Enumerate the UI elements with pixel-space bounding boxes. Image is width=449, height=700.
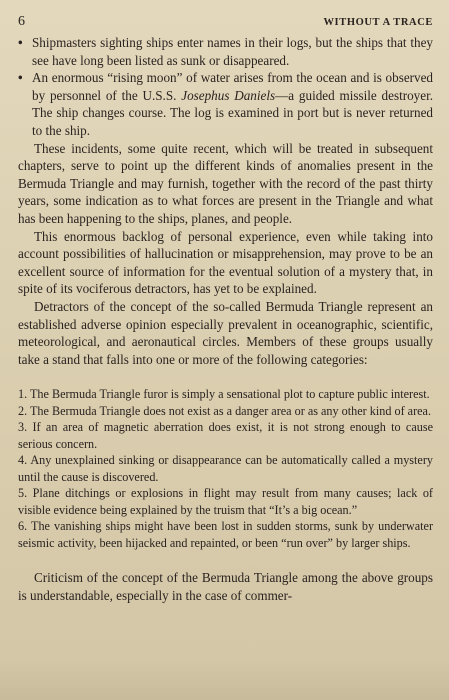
paragraph: These incidents, some quite recent, which will be treated in subsequent chapters, serve to point up the different kinds of anomalies present in the Bermuda Triangle and may furnish, together with the record of the past thirty years, some indication as to what forces are present in the Triangle and what has been happening to the ships, planes, and people.	[18, 140, 433, 226]
bullet-mark: •	[18, 70, 23, 86]
list-item: 6. The vanishing ships might have been lost in sudden storms, sunk by underwater seismic activity, been hijacked and repainted, or been “run over” by larger ships.	[18, 519, 433, 550]
bullet-text: An enormous “rising moon” of water arises from the ocean and is observed by personnel of the U.S.S. Josephus Daniels—a guided missile destroyer. The ship changes course. The log is examined in port but is never returned to the ship.	[32, 70, 434, 138]
paragraph: Criticism of the concept of the Bermuda Triangle among the above groups is understandable, especially in the case of commer-	[18, 570, 433, 603]
list-item: 2. The Bermuda Triangle does not exist as a danger area or as any other kind of area.	[18, 403, 432, 418]
list-item: 4. Any unexplained sinking or disappearance can be automatically called a mystery until the cause is discovered.	[18, 453, 433, 484]
bullet-text: Shipmasters sighting ships enter names in their logs, but the ships that they see have long been listed as sunk or disappeared.	[32, 35, 433, 68]
paragraph: This enormous backlog of personal experience, even while taking into account possibilities of hallucination or misapprehension, may prove to be an excellent source of information for the eventual solution of a mystery that, in spite of its vociferous detractors, has yet to be explained.	[18, 228, 433, 297]
list-item: 5. Plane ditchings or explosions in flight may result from many causes; lack of visible evidence being explained by the truism that “It’s a big ocean.”	[18, 486, 433, 517]
page-shadow	[0, 660, 449, 700]
page-header	[18, 14, 433, 34]
closing-section	[18, 569, 433, 604]
running-head: WITHOUT A TRACE	[323, 17, 433, 28]
page-number: 6	[18, 14, 25, 29]
page-body	[18, 34, 433, 368]
paragraph: Detractors of the concept of the so-called Bermuda Triangle represent an established adverse opinion especially prevalent in oceanographic, scientific, meteorological, and aeronautical circles. Members of these groups usually take a stand that falls into one or more of the following categories:	[18, 298, 433, 367]
list-item: 3. If an area of magnetic aberration does exist, it is not strong enough to cause serious concern.	[18, 420, 433, 451]
ship-name: Josephus Daniels	[181, 87, 276, 103]
list-item: 1. The Bermuda Triangle furor is simply a sensational plot to capture public interest.	[18, 387, 430, 402]
categories-list	[18, 386, 433, 551]
bullet-mark: •	[18, 35, 23, 50]
bullet-item	[18, 34, 433, 69]
bullet-item	[18, 69, 433, 139]
